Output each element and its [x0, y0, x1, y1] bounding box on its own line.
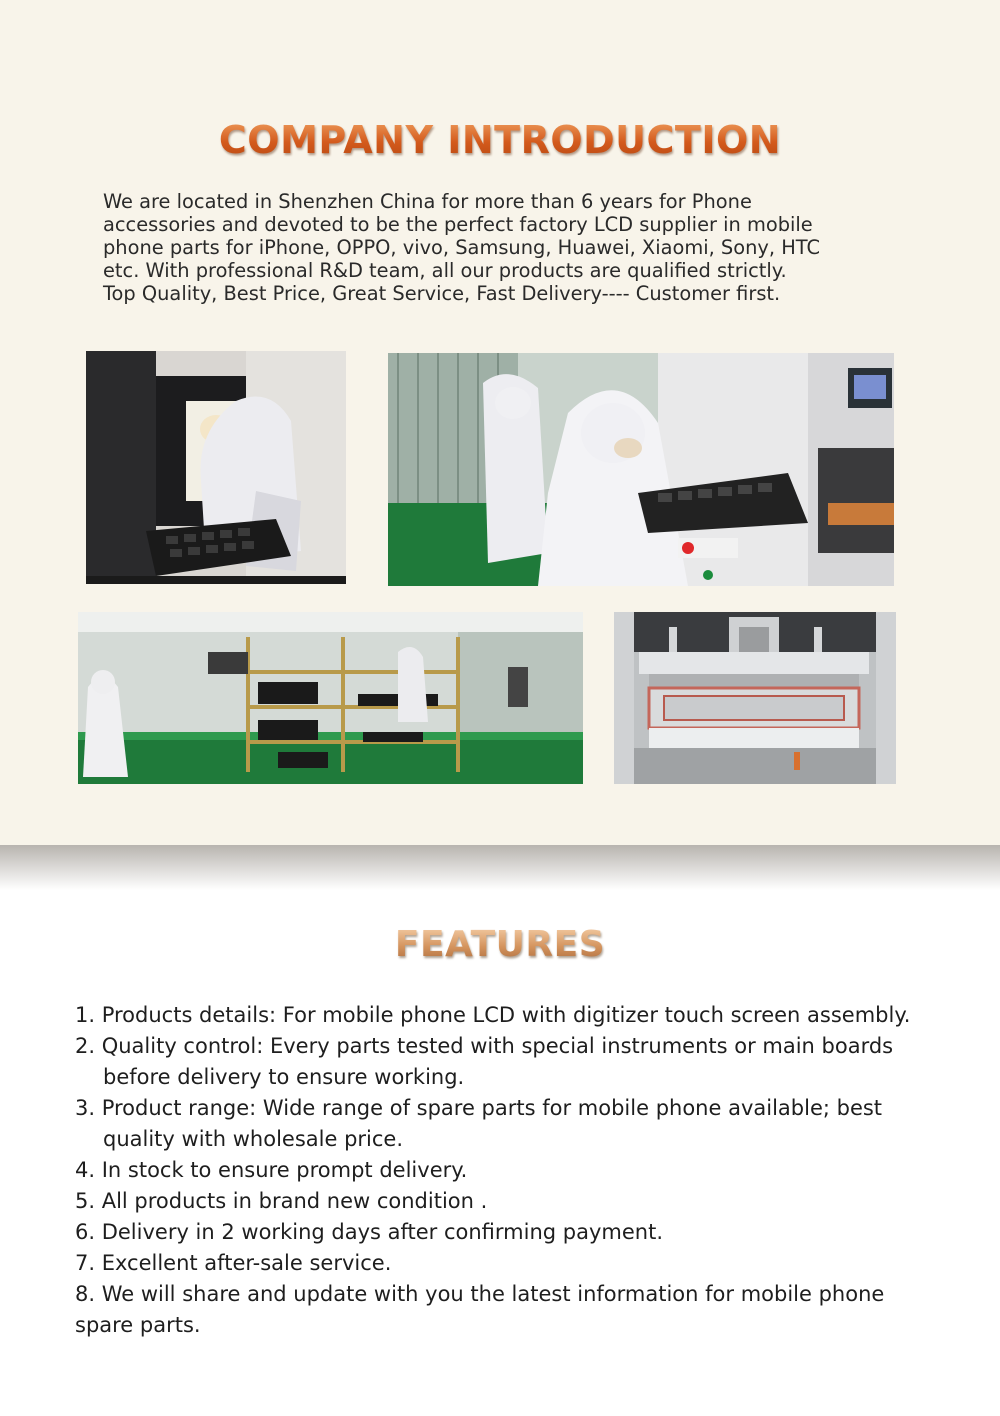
feature-item [75, 1155, 975, 1186]
feature-item [75, 1093, 975, 1155]
feature-item-continuation: spare parts. [75, 1313, 201, 1337]
feature-item-continuation: before delivery to ensure working. [103, 1065, 465, 1089]
factory-photo-cleanroom-racks [78, 612, 583, 784]
feature-item-text: 7. Excellent after-sale service. [75, 1251, 392, 1275]
feature-item-text: 8. We will share and update with you the latest information for mobile phone [75, 1282, 885, 1306]
feature-item [75, 1217, 975, 1248]
factory-photo-press-machine [614, 612, 896, 784]
feature-item-text: 6. Delivery in 2 working days after confirming payment. [75, 1220, 663, 1244]
panel-divider-shadow [0, 845, 1000, 890]
feature-item-text: 5. All products in brand new condition . [75, 1189, 488, 1213]
feature-item-continuation: quality with wholesale price. [103, 1127, 404, 1151]
factory-photo-lamination-machine [388, 353, 894, 586]
feature-item-text: 2. Quality control: Every parts tested with special instruments or main boards [75, 1034, 894, 1058]
feature-item [75, 1031, 975, 1093]
feature-item-text: 3. Product range: Wide range of spare parts for mobile phone available; best [75, 1096, 883, 1120]
feature-item [75, 1186, 975, 1217]
feature-item [75, 1000, 975, 1031]
company-intro-paragraph: We are located in Shenzhen China for more than 6 years for Phone accessories and devoted to be the perfect factory LCD supplier in mobile phone parts for iPhone, OPPO, vivo, Samsung, Huawei, Xiaomi, Sony, HTC etc. With professional R&D team, all our products are qualified strictly. Top Quality, Best Price, Great Service, Fast Delivery---- Customer first. [103, 190, 821, 305]
factory-photo-worker-workbench [86, 351, 346, 584]
feature-item [75, 1279, 975, 1341]
features-list [75, 1000, 975, 1341]
features-heading: FEATURES [0, 924, 1000, 965]
feature-item-text: 4. In stock to ensure prompt delivery. [75, 1158, 468, 1182]
company-intro-heading: COMPANY INTRODUCTION [0, 118, 1000, 162]
feature-item [75, 1248, 975, 1279]
feature-item-text: 1. Products details: For mobile phone LCD with digitizer touch screen assembly. [75, 1003, 911, 1027]
